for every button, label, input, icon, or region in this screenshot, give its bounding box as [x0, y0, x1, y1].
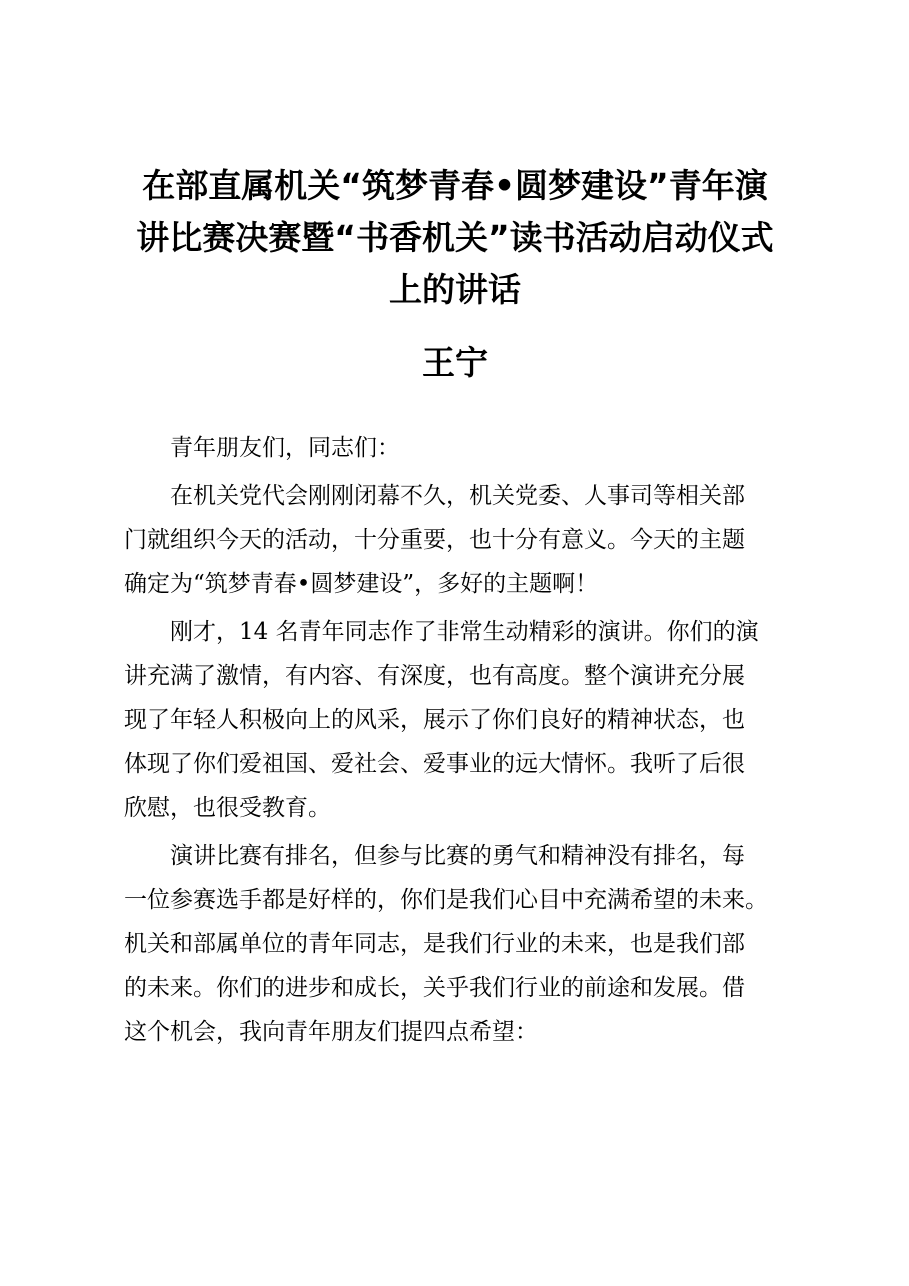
paragraph-line: 门就组织今天的活动，十分重要，也十分有意义。今天的主题 — [124, 527, 745, 553]
paragraph-speeches — [124, 610, 824, 830]
paragraph-line: 讲充满了激情，有内容、有深度，也有高度。整个演讲充分展 — [124, 663, 745, 689]
paragraph-line: 机关和部属单位的青年同志，是我们行业的未来，也是我们部 — [124, 931, 745, 957]
paragraph-line: 的未来。你们的进步和成长，关乎我们行业的前途和发展。借 — [124, 975, 745, 1001]
paragraph-line: 确定为“筑梦青春•圆梦建设”，多好的主题啊！ — [124, 571, 599, 597]
paragraph-line: 演讲比赛有排名，但参与比赛的勇气和精神没有排名，每 — [124, 843, 745, 869]
paragraph-ranking — [124, 834, 824, 1054]
paragraph-line: 现了年轻人积极向上的风采，展示了你们良好的精神状态，也 — [124, 707, 745, 733]
document-title — [110, 160, 800, 316]
paragraph-opening — [124, 474, 824, 606]
paragraph-line: 青年朋友们，同志们： — [124, 435, 400, 461]
paragraph-line: 在机关党代会刚刚闭幕不久，机关党委、人事司等相关部 — [124, 483, 745, 509]
paragraph-line: 体现了你们爱祖国、爱社会、爱事业的远大情怀。我听了后很 — [124, 751, 745, 777]
paragraph-line: 一位参赛选手都是好样的，你们是我们心目中充满希望的未来。 — [124, 887, 768, 913]
title-line: 上的讲话 — [389, 270, 521, 309]
document-body — [124, 426, 824, 1054]
paragraph-line: 这个机会，我向青年朋友们提四点希望： — [124, 1019, 538, 1045]
title-line: 讲比赛决赛暨“书香机关”读书活动启动仪式 — [136, 218, 774, 257]
paragraph-line: 欣慰，也很受教育。 — [124, 795, 331, 821]
paragraph-greeting — [124, 426, 824, 470]
title-line: 在部直属机关“筑梦青春•圆梦建设”青年演 — [142, 166, 768, 205]
paragraph-line: 刚才，14 名青年同志作了非常生动精彩的演讲。你们的演 — [124, 619, 759, 645]
author-name: 王宁 — [422, 343, 488, 382]
